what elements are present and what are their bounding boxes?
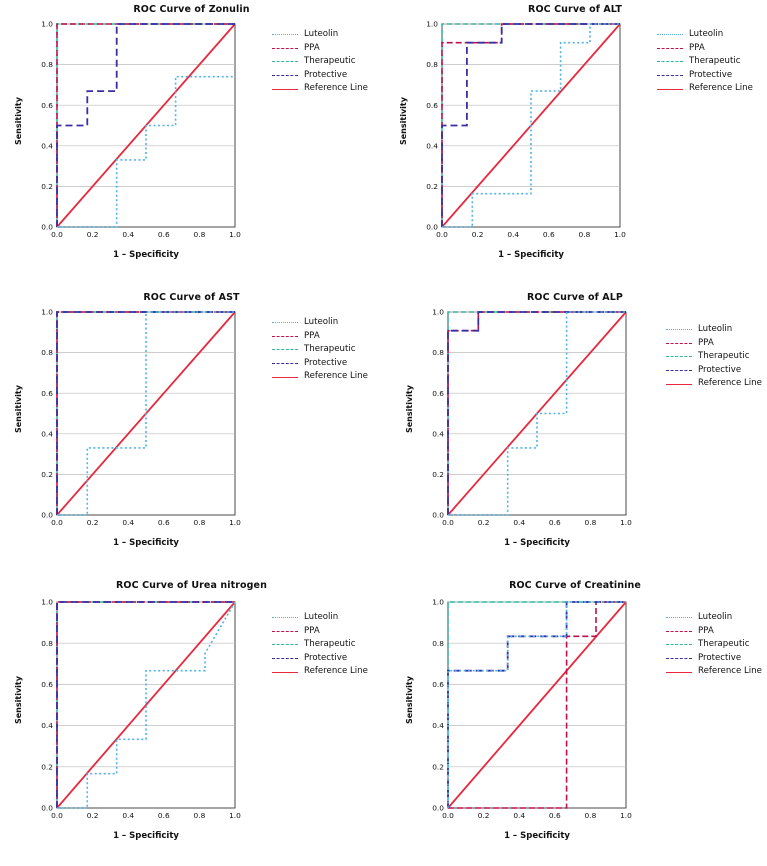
legend-item-therapeutic	[272, 638, 368, 652]
chart-panel-alt	[383, 0, 767, 288]
svg-text:0.2: 0.2	[477, 811, 490, 820]
y-axis-label: Sensitivity	[14, 676, 23, 724]
chart-title: ROC Curve of Urea nitrogen	[116, 580, 267, 591]
svg-text:1.0: 1.0	[432, 597, 444, 607]
legend-label-therapeutic: Therapeutic	[689, 56, 741, 67]
chart-panel-alp	[383, 288, 767, 576]
svg-text:0.0: 0.0	[51, 230, 63, 239]
svg-text:0.4: 0.4	[432, 429, 444, 439]
svg-text:0.4: 0.4	[513, 518, 526, 527]
svg-text:0.2: 0.2	[41, 762, 53, 772]
legend-label-ppa: PPA	[689, 42, 705, 53]
y-axis-label: Sensitivity	[14, 385, 23, 433]
svg-text:0.6: 0.6	[157, 811, 170, 820]
svg-text:0.6: 0.6	[157, 230, 170, 239]
svg-text:0.0: 0.0	[432, 510, 444, 520]
svg-text:0.4: 0.4	[122, 811, 135, 820]
legend-label-ppa: PPA	[698, 625, 714, 636]
chart-title: ROC Curve of ALT	[528, 4, 622, 15]
legend-label-protective: Protective	[698, 652, 742, 663]
legend-item-luteolin	[666, 611, 762, 625]
svg-text:1.0: 1.0	[620, 811, 632, 820]
legend-item-protective	[272, 357, 368, 371]
x-tick-labels	[442, 811, 632, 820]
x-tick-labels	[51, 811, 241, 820]
svg-text:0.2: 0.2	[432, 762, 444, 772]
legend-label-luteolin: Luteolin	[304, 317, 339, 327]
legend-item-protective	[666, 652, 762, 666]
legend-swatch-protective	[272, 75, 298, 76]
svg-text:0.8: 0.8	[193, 811, 206, 820]
y-axis-label: Sensitivity	[405, 385, 414, 433]
legend-swatch-luteolin	[272, 34, 298, 35]
svg-text:0.6: 0.6	[432, 680, 444, 689]
chart-panel-urea-nitrogen	[0, 576, 383, 866]
legend-item-reference	[657, 82, 753, 96]
legend-label-protective: Protective	[304, 652, 348, 663]
legend-label-therapeutic: Therapeutic	[698, 351, 750, 362]
legend-label-reference: Reference Line	[304, 371, 368, 382]
legend-item-luteolin	[657, 28, 753, 42]
legend-label-reference: Reference Line	[304, 83, 368, 94]
x-tick-labels	[51, 518, 241, 527]
plot-area	[30, 18, 245, 243]
svg-text:0.8: 0.8	[432, 348, 444, 358]
legend-item-luteolin	[272, 28, 368, 42]
svg-text:0.4: 0.4	[41, 429, 53, 439]
legend-swatch-luteolin	[272, 322, 298, 323]
svg-text:0.0: 0.0	[41, 803, 53, 813]
roc-plot-svg-3	[421, 306, 636, 531]
legend-swatch-reference	[657, 89, 683, 90]
chart-title: ROC Curve of Creatinine	[509, 580, 641, 591]
svg-text:0.8: 0.8	[584, 518, 597, 527]
svg-text:0.8: 0.8	[193, 230, 206, 239]
svg-text:0.0: 0.0	[426, 222, 438, 232]
svg-text:0.2: 0.2	[432, 470, 444, 479]
legend-label-reference: Reference Line	[689, 83, 753, 94]
legend-swatch-protective	[666, 370, 692, 371]
svg-text:1.0: 1.0	[426, 19, 438, 29]
legend-swatch-therapeutic	[272, 349, 298, 350]
legend-label-ppa: PPA	[304, 42, 320, 53]
svg-text:0.6: 0.6	[41, 680, 53, 689]
plot-area	[421, 306, 636, 531]
svg-text:0.8: 0.8	[584, 811, 597, 820]
legend-label-luteolin: Luteolin	[304, 612, 339, 622]
svg-text:0.4: 0.4	[507, 230, 520, 239]
legend-swatch-reference	[272, 672, 298, 673]
legend-swatch-protective	[272, 658, 298, 659]
chart-title: ROC Curve of AST	[143, 292, 240, 303]
roc-plot-svg-0	[30, 18, 245, 243]
chart-panel-ast	[0, 288, 383, 576]
x-axis-label: 1 – Specificity	[504, 538, 570, 548]
legend-swatch-ppa	[666, 343, 692, 344]
svg-text:1.0: 1.0	[41, 19, 53, 29]
x-axis-label: 1 – Specificity	[113, 250, 179, 260]
legend-label-therapeutic: Therapeutic	[304, 639, 356, 650]
legend-swatch-luteolin	[657, 34, 683, 35]
svg-text:0.2: 0.2	[41, 182, 53, 191]
svg-text:1.0: 1.0	[41, 307, 53, 317]
svg-text:0.6: 0.6	[548, 811, 561, 820]
legend-swatch-ppa	[272, 336, 298, 337]
legend-swatch-therapeutic	[657, 61, 683, 62]
plot-area	[421, 596, 636, 824]
legend-label-reference: Reference Line	[698, 666, 762, 677]
legend-label-therapeutic: Therapeutic	[698, 639, 750, 650]
chart-panel-zonulin	[0, 0, 383, 288]
legend-label-luteolin: Luteolin	[304, 29, 339, 39]
svg-text:1.0: 1.0	[41, 597, 53, 607]
svg-text:0.6: 0.6	[426, 100, 438, 110]
y-tick-labels	[432, 598, 444, 813]
svg-text:0.4: 0.4	[122, 518, 135, 527]
legend-swatch-ppa	[272, 631, 298, 632]
y-tick-labels	[41, 20, 53, 232]
svg-text:0.0: 0.0	[442, 811, 454, 820]
chart-title: ROC Curve of Zonulin	[133, 4, 250, 15]
svg-text:0.8: 0.8	[41, 638, 53, 648]
svg-text:0.6: 0.6	[41, 388, 53, 398]
legend-item-ppa	[272, 625, 368, 639]
legend-item-ppa	[657, 42, 753, 56]
legend-label-ppa: PPA	[698, 337, 714, 348]
legend	[272, 28, 368, 96]
y-tick-labels	[41, 598, 53, 813]
svg-text:0.2: 0.2	[471, 230, 484, 239]
legend-label-protective: Protective	[304, 357, 348, 368]
svg-text:1.0: 1.0	[229, 811, 241, 820]
svg-text:0.2: 0.2	[41, 470, 53, 479]
svg-text:0.6: 0.6	[432, 388, 444, 398]
svg-text:0.8: 0.8	[426, 60, 438, 70]
legend-item-protective	[272, 69, 368, 83]
legend-item-protective	[666, 364, 762, 378]
svg-text:0.4: 0.4	[41, 721, 53, 731]
legend-item-reference	[272, 82, 368, 96]
x-tick-labels	[442, 518, 632, 527]
svg-text:0.2: 0.2	[86, 811, 99, 820]
svg-text:0.4: 0.4	[122, 230, 135, 239]
legend-item-reference	[272, 665, 368, 679]
legend-item-therapeutic	[657, 55, 753, 69]
legend-swatch-luteolin	[666, 329, 692, 330]
x-tick-labels	[51, 230, 241, 239]
svg-text:0.2: 0.2	[426, 182, 438, 191]
legend	[657, 28, 753, 96]
legend-swatch-ppa	[666, 631, 692, 632]
svg-text:0.8: 0.8	[41, 348, 53, 358]
legend-item-reference	[272, 370, 368, 384]
svg-text:0.8: 0.8	[193, 518, 206, 527]
svg-text:1.0: 1.0	[614, 230, 626, 239]
roc-plot-svg-2	[30, 306, 245, 531]
svg-text:0.0: 0.0	[51, 811, 63, 820]
legend-item-therapeutic	[272, 55, 368, 69]
svg-text:0.0: 0.0	[51, 518, 63, 527]
legend-swatch-reference	[272, 377, 298, 378]
legend-item-ppa	[272, 330, 368, 344]
legend-label-protective: Protective	[698, 364, 742, 375]
svg-text:0.2: 0.2	[86, 230, 99, 239]
x-axis-label: 1 – Specificity	[504, 831, 570, 841]
legend-swatch-therapeutic	[666, 644, 692, 645]
roc-plot-svg-5	[421, 596, 636, 824]
legend-item-protective	[272, 652, 368, 666]
legend-label-luteolin: Luteolin	[698, 612, 733, 622]
x-axis-label: 1 – Specificity	[113, 538, 179, 548]
svg-text:0.4: 0.4	[426, 141, 438, 151]
svg-text:0.4: 0.4	[41, 141, 53, 151]
legend-label-reference: Reference Line	[698, 378, 762, 389]
svg-text:0.4: 0.4	[432, 721, 444, 731]
legend-label-reference: Reference Line	[304, 666, 368, 677]
legend	[272, 611, 368, 679]
legend-item-ppa	[666, 337, 762, 351]
roc-plot-svg-4	[30, 596, 245, 824]
y-tick-labels	[426, 20, 438, 232]
legend-label-protective: Protective	[689, 69, 733, 80]
legend-label-therapeutic: Therapeutic	[304, 56, 356, 67]
x-axis-label: 1 – Specificity	[498, 250, 564, 260]
y-axis-label: Sensitivity	[14, 97, 23, 145]
legend-item-luteolin	[666, 323, 762, 337]
legend-item-protective	[657, 69, 753, 83]
svg-text:1.0: 1.0	[620, 518, 632, 527]
legend-swatch-protective	[272, 363, 298, 364]
svg-text:0.6: 0.6	[548, 518, 561, 527]
svg-text:0.0: 0.0	[41, 510, 53, 520]
legend-swatch-reference	[666, 384, 692, 385]
legend-swatch-protective	[657, 75, 683, 76]
legend-swatch-protective	[666, 658, 692, 659]
svg-text:1.0: 1.0	[432, 307, 444, 317]
legend-label-ppa: PPA	[304, 330, 320, 341]
svg-text:1.0: 1.0	[229, 230, 241, 239]
legend-swatch-ppa	[657, 48, 683, 49]
legend-item-therapeutic	[272, 343, 368, 357]
legend-item-ppa	[666, 625, 762, 639]
svg-text:0.4: 0.4	[513, 811, 526, 820]
y-tick-labels	[41, 308, 53, 520]
legend-swatch-therapeutic	[666, 356, 692, 357]
legend-item-therapeutic	[666, 350, 762, 364]
roc-plot-svg-1	[415, 18, 630, 243]
chart-title: ROC Curve of ALP	[527, 292, 623, 303]
legend	[666, 323, 762, 391]
legend-swatch-luteolin	[666, 617, 692, 618]
legend-item-reference	[666, 377, 762, 391]
svg-text:0.0: 0.0	[442, 518, 454, 527]
legend-label-ppa: PPA	[304, 625, 320, 636]
legend-swatch-therapeutic	[272, 61, 298, 62]
svg-text:0.8: 0.8	[432, 638, 444, 648]
legend	[272, 316, 368, 384]
legend-item-luteolin	[272, 316, 368, 330]
legend-swatch-reference	[666, 672, 692, 673]
legend-label-therapeutic: Therapeutic	[304, 344, 356, 355]
legend-swatch-therapeutic	[272, 644, 298, 645]
legend	[666, 611, 762, 679]
plot-area	[30, 306, 245, 531]
svg-text:0.0: 0.0	[436, 230, 448, 239]
legend-label-luteolin: Luteolin	[689, 29, 724, 39]
x-axis-label: 1 – Specificity	[113, 831, 179, 841]
svg-text:0.0: 0.0	[432, 803, 444, 813]
x-tick-labels	[436, 230, 626, 239]
svg-text:0.6: 0.6	[542, 230, 555, 239]
svg-text:0.2: 0.2	[477, 518, 490, 527]
legend-item-ppa	[272, 42, 368, 56]
legend-item-luteolin	[272, 611, 368, 625]
plot-area	[415, 18, 630, 243]
y-axis-label: Sensitivity	[399, 97, 408, 145]
legend-item-therapeutic	[666, 638, 762, 652]
y-tick-labels	[432, 308, 444, 520]
svg-text:0.8: 0.8	[41, 60, 53, 70]
legend-swatch-ppa	[272, 48, 298, 49]
svg-text:0.2: 0.2	[86, 518, 99, 527]
svg-text:0.8: 0.8	[578, 230, 591, 239]
legend-label-luteolin: Luteolin	[698, 324, 733, 334]
svg-text:1.0: 1.0	[229, 518, 241, 527]
chart-panel-creatinine	[383, 576, 767, 866]
plot-area	[30, 596, 245, 824]
legend-label-protective: Protective	[304, 69, 348, 80]
legend-swatch-reference	[272, 89, 298, 90]
svg-text:0.6: 0.6	[157, 518, 170, 527]
legend-swatch-luteolin	[272, 617, 298, 618]
svg-text:0.0: 0.0	[41, 222, 53, 232]
y-axis-label: Sensitivity	[405, 676, 414, 724]
legend-item-reference	[666, 665, 762, 679]
svg-text:0.6: 0.6	[41, 100, 53, 110]
